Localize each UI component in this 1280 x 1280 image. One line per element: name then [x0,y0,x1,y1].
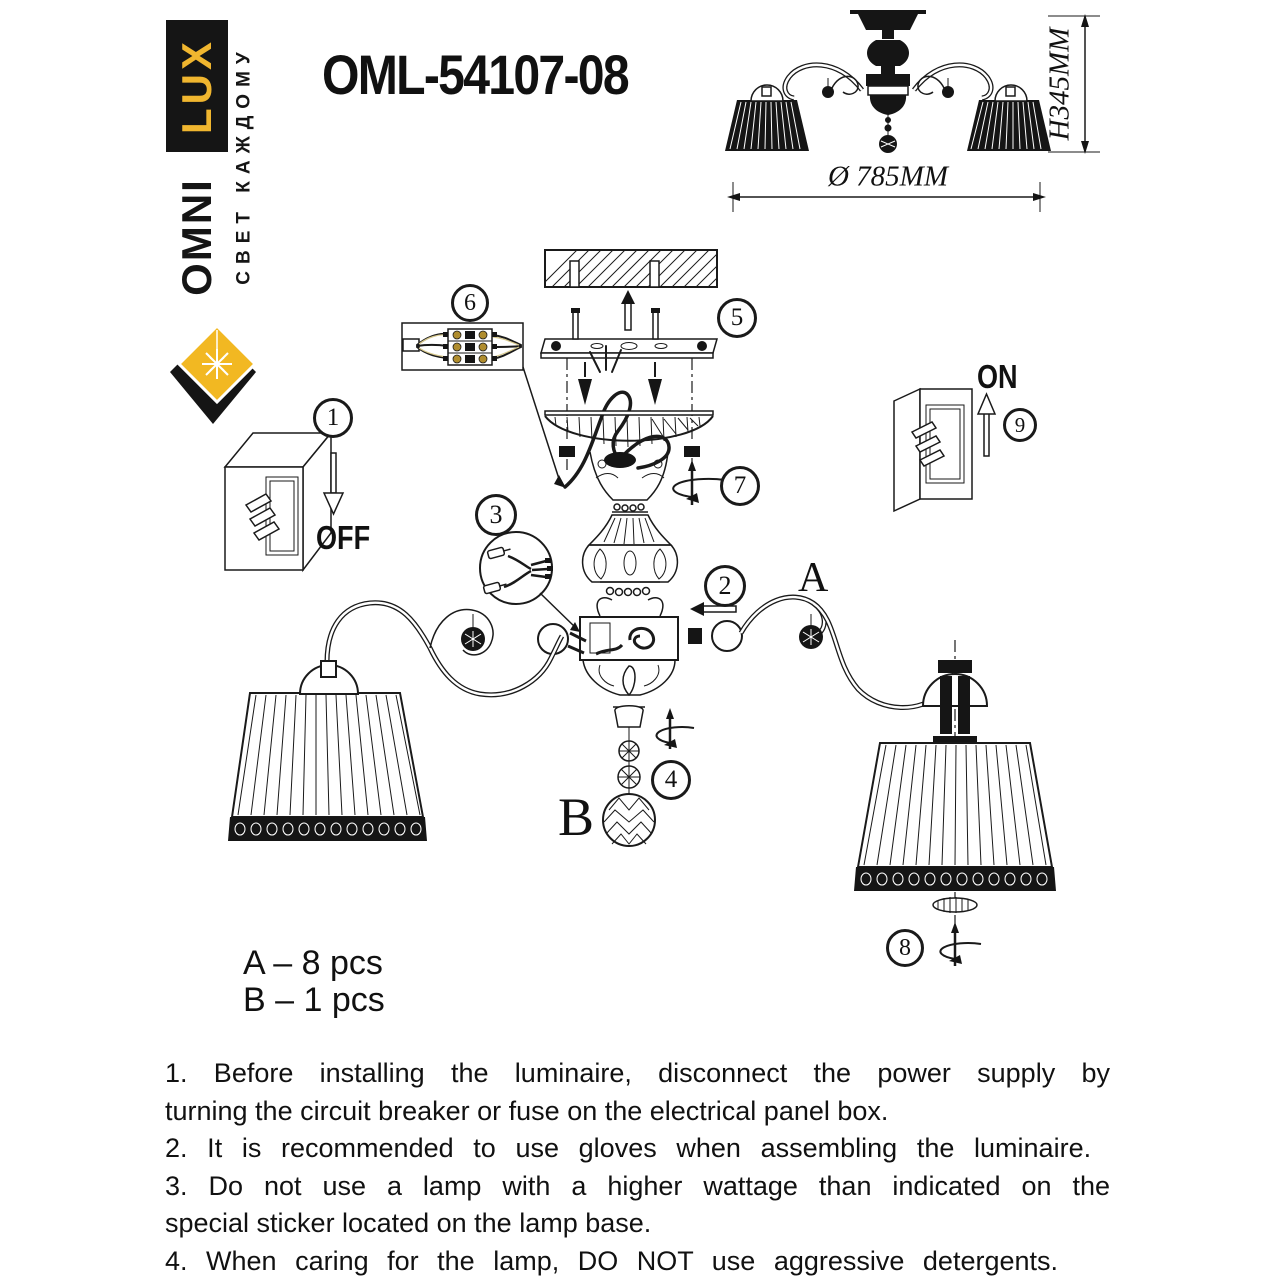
height-dimension-label: H345MM [1043,27,1076,141]
left-shade-drawing [228,661,427,841]
right-shade-drawing [854,640,1056,966]
diameter-dimension-label: Ø 785MM [827,160,949,193]
step-marker-5: 5 [717,298,757,338]
wiring-callout-box [402,323,566,488]
step-marker-8: 8 [886,929,924,967]
breaker-box-on-drawing [894,389,972,511]
step-marker-7: 7 [720,466,760,506]
logo-omni-text: OMNI [173,178,220,296]
instruction-line: 2. It is recommended to use gloves when assembling the luminaire. [165,1133,1092,1163]
instruction-line: 1. Before installing the luminaire, disconnect the power supply by [165,1058,1110,1088]
logo-lux-text: LUX [173,38,220,134]
logo-omni [166,152,228,322]
rotate-finial-icon [657,708,694,749]
step-marker-6: 6 [451,284,489,322]
logo-tagline-text: СВЕТ КАЖДОМУ [234,45,256,285]
instruction-line: turning the circuit breaker or fuse on the electrical panel box. [165,1095,889,1126]
switch-up-arrow-icon [978,394,995,456]
step-marker-9: 9 [1003,408,1037,442]
step-marker-4: 4 [651,760,691,800]
parts-count-b: B – 1 pcs [243,981,385,1019]
page-title: OML-54107-08 [322,43,628,106]
rotate-nut-icon [673,460,725,505]
installation-instructions [165,1055,1110,1280]
ceiling-drawing [545,250,717,287]
part-letter-b: B [558,787,595,847]
push-up-arrow-icon [621,290,635,330]
rotate-ring-icon [940,922,981,966]
connector-callout-circle [480,532,580,632]
instruction-line: 3. Do not use a lamp with a higher wattage than indicated on the [165,1170,1110,1201]
right-arm-drawing [741,597,956,707]
parts-count-a: A – 8 pcs [243,944,383,982]
left-arm-drawing [327,603,562,695]
step-marker-3: 3 [475,494,517,536]
step-marker-2: 2 [704,565,746,607]
center-column-drawing [580,512,678,695]
canopy-drawing [545,346,713,511]
logo-tagline [231,12,259,318]
off-label: OFF [316,519,371,556]
on-label: ON [977,358,1018,395]
instruction-line: 4. When caring for the lamp, DO NOT use aggressive detergents. [165,1245,1059,1276]
logo-lux [166,20,228,152]
step-marker-1: 1 [313,398,353,438]
part-letter-a: A [798,555,829,601]
instruction-line: special sticker located on the lamp base. [165,1208,652,1238]
